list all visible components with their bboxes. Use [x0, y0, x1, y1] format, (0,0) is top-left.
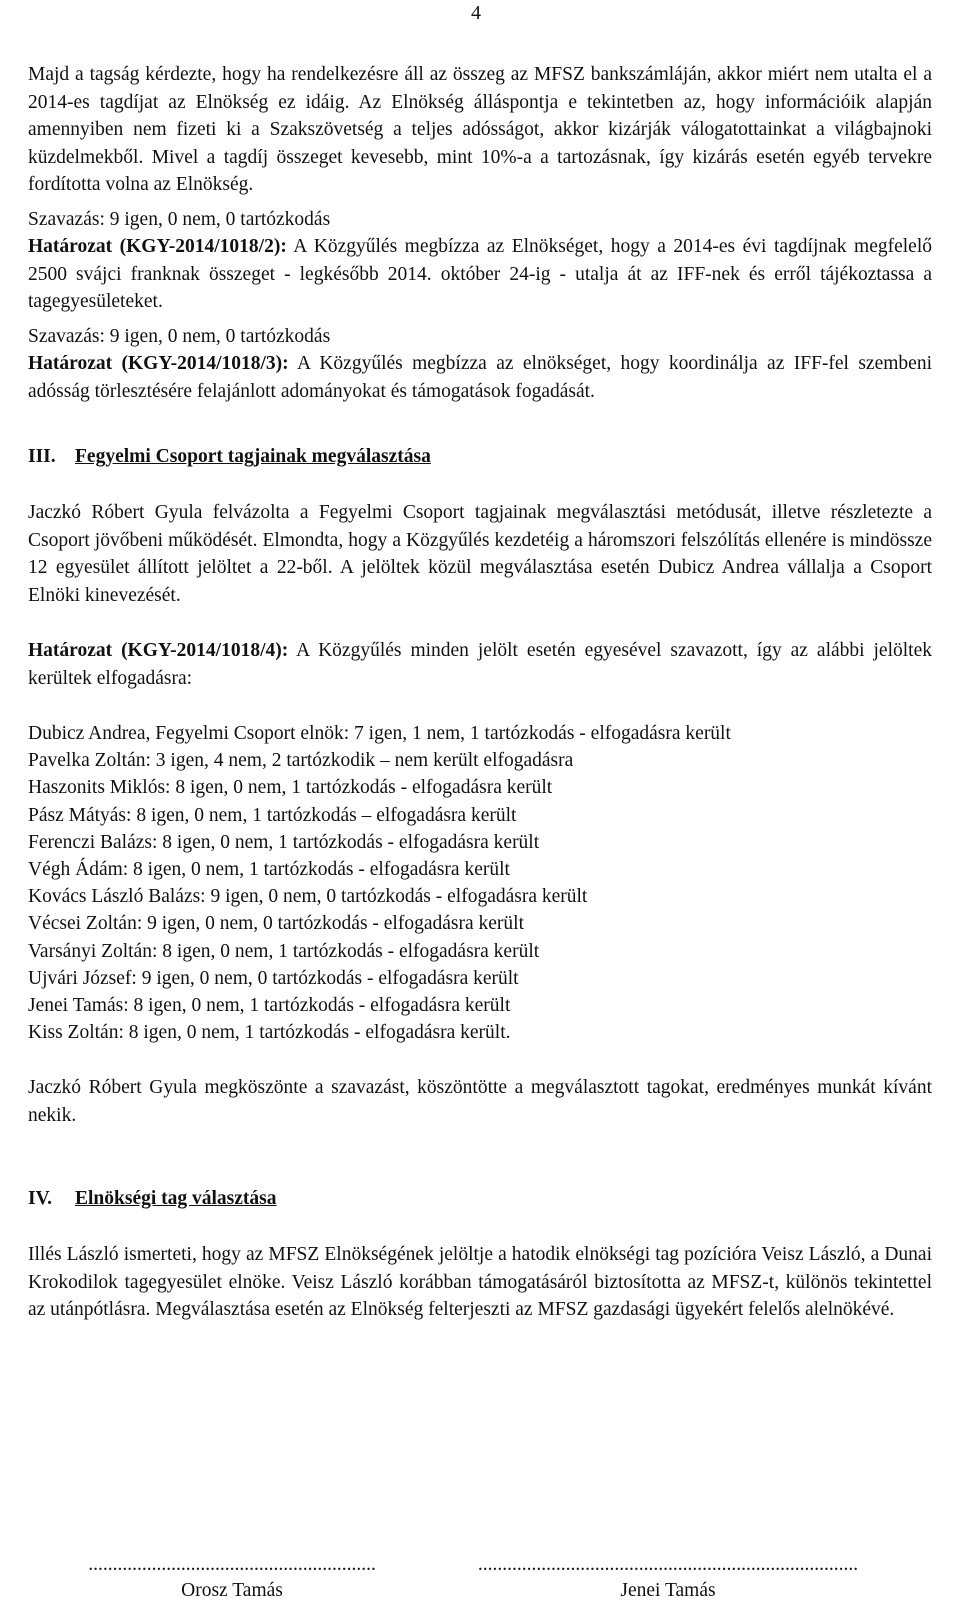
list-item: Kiss Zoltán: 8 igen, 0 nem, 1 tartózkodás - elfogadásra került. — [28, 1022, 511, 1044]
resolution-3-text: A Közgyűlés megbízza az elnökséget, hogy koordinálja az IFF-fel szembeni adósság törlesztésére felajánlott adományokat és támogatások fogadását. — [28, 353, 932, 402]
resolution-2 — [28, 233, 932, 316]
section-number: IV. — [28, 1188, 53, 1210]
signature-line: .............................................................................. — [477, 1554, 859, 1575]
resolution-4-label: Határozat (KGY-2014/1018/4): — [28, 640, 289, 661]
section-heading-iii — [28, 443, 932, 471]
document-body — [28, 61, 932, 1324]
list-item: Jenei Tamás: 8 igen, 0 nem, 1 tartózkodás - elfogadásra került — [28, 995, 511, 1017]
list-item: Dubicz Andrea, Fegyelmi Csoport elnök: 7 igen, 1 nem, 1 tartózkodás - elfogadásra került — [28, 723, 731, 744]
paragraph-thanks: Jaczkó Róbert Gyula megköszönte a szavazást, köszöntötte a megválasztott tagokat, eredményes munkát kívánt nekik. — [28, 1077, 932, 1126]
vote-result-2: Szavazás: 9 igen, 0 nem, 0 tartózkodás — [28, 325, 331, 347]
list-item: Pavelka Zoltán: 3 igen, 4 nem, 2 tartózkodik – nem került elfogadásra — [28, 750, 574, 772]
list-item: Kovács László Balázs: 9 igen, 0 nem, 0 tartózkodás - elfogadásra került — [28, 886, 588, 908]
list-item: Varsányi Zoltán: 8 igen, 0 nem, 1 tartózkodás - elfogadásra került — [28, 940, 540, 962]
section-heading-iv — [28, 1185, 932, 1213]
page-number: 4 — [471, 2, 481, 24]
list-item: Ujvári József: 9 igen, 0 nem, 0 tartózkodás - elfogadásra került — [28, 967, 519, 989]
resolution-2-text: A Közgyűlés megbízza az Elnökséget, hogy a 2014-es évi tagdíjnak megfelelő 2500 svájci franknak összeget - legkésőbb 2014. október 24-ig - utalja át az IFF-nek és erről tájékoztassa a tagegyesületeket. — [28, 236, 932, 312]
signatory-name: Orosz Tamás — [181, 1580, 283, 1601]
list-item: Haszonits Miklós: 8 igen, 0 nem, 1 tartózkodás - elfogadásra került — [28, 777, 553, 799]
paragraph-disciplinary-group: Jaczkó Róbert Gyula felvázolta a Fegyelmi Csoport tagjainak megválasztási metódusát, illetve részletezte a Csoport jövőbeni működését. Elmondta, hogy a Közgyűlés kezdetéig a háromszori felszólítás ellenére is mindössze 12 egyesület állított jelöltet a 22-ből. A jelöltek közül megválasztása esetén Dubicz Andrea vállalja a Csoport Elnöki kinevezését. — [28, 502, 932, 606]
resolution-2-label: Határozat (KGY-2014/1018/2): — [28, 236, 287, 257]
vote-result-1: Szavazás: 9 igen, 0 nem, 0 tartózkodás — [28, 208, 331, 230]
signature-left — [62, 1552, 402, 1604]
list-item: Ferenczi Balázs: 8 igen, 0 nem, 1 tartózkodás - elfogadásra került — [28, 831, 540, 853]
signature-block — [0, 1552, 960, 1620]
resolution-4-text: A Közgyűlés minden jelölt esetén egyesével szavazott, így az alábbi jelöltek kerültek elfogadásra: — [28, 640, 932, 689]
paragraph-membership-question: Majd a tagság kérdezte, hogy ha rendelkezésre áll az összeg az MFSZ bankszámláján, akkor miért nem utalta el a 2014-es tagdíjat az Elnökség ez idáig. Az Elnökség álláspontja e tekintetben az, hogy információik alapján amennyiben nem fizeti ki a Szakszövetség a teljes adósságot, akkor kizárják válogatottainkat a világbajnoki küzdelmekből. Mivel a tagdíj összeget kevesebb, mint 10%-a a tartozásnak, így kizárás esetén egyéb tervekre fordította volna az Elnökség. — [28, 64, 932, 195]
signature-right — [468, 1552, 868, 1604]
section-title: Fegyelmi Csoport tagjainak megválasztása — [75, 446, 431, 467]
section-title: Elnökségi tag választása — [75, 1188, 277, 1210]
paragraph-board-member: Illés László ismerteti, hogy az MFSZ Elnökségének jelöltje a hatodik elnökségi tag pozícióra Veisz László, a Dunai Krokodilok tagegyesület elnöke. Veisz László korábban támogatásáról biztosította az MFSZ-t, különös tekintettel az utánpótlásra. Megválasztása esetén az Elnökség felterjeszti az MFSZ gazdasági ügyekért felelős alelnökévé. — [28, 1244, 932, 1321]
resolution-3 — [28, 350, 932, 405]
signatory-name: Jenei Tamás — [620, 1580, 716, 1601]
section-number: III. — [28, 446, 56, 467]
candidate-vote-list — [28, 720, 932, 1046]
signature-line: ........................................................... — [88, 1554, 376, 1575]
list-item: Pász Mátyás: 8 igen, 0 nem, 1 tartózkodás – elfogadásra került — [28, 804, 517, 826]
resolution-4 — [28, 637, 932, 692]
list-item: Vécsei Zoltán: 9 igen, 0 nem, 0 tartózkodás - elfogadásra került — [28, 913, 524, 935]
list-item: Végh Ádám: 8 igen, 0 nem, 1 tartózkodás - elfogadásra került — [28, 859, 510, 881]
resolution-3-label: Határozat (KGY-2014/1018/3): — [28, 353, 289, 374]
